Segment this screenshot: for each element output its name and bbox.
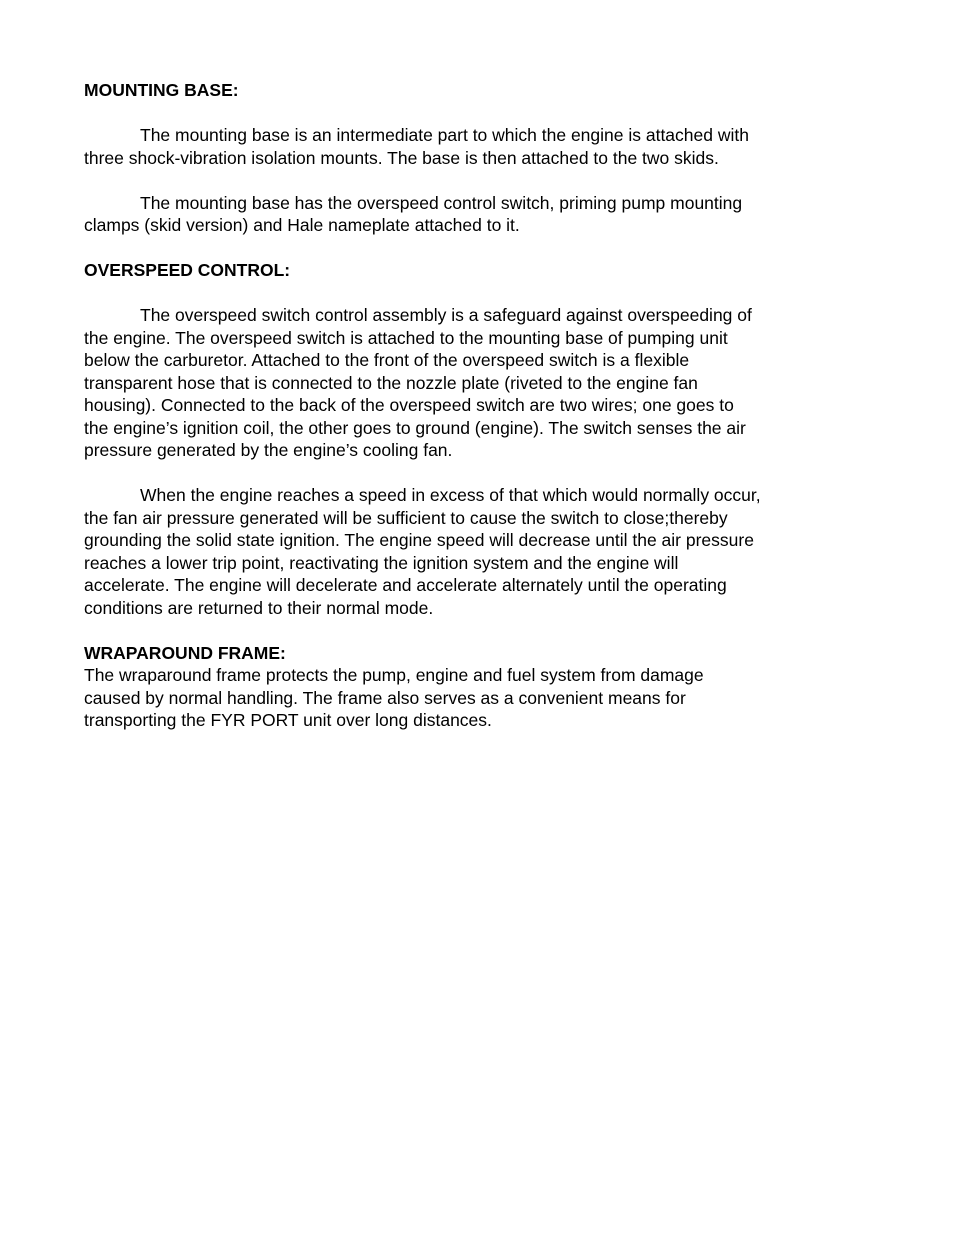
text-line: The mounting base has the overspeed control switch, priming pump mounting bbox=[140, 192, 743, 213]
paragraph-mounting-base-1 bbox=[84, 124, 884, 169]
section-heading-overspeed-control: OVERSPEED CONTROL: bbox=[84, 260, 291, 280]
text-line: accelerate. The engine will decelerate and accelerate alternately until the operating bbox=[84, 575, 727, 595]
text-line: The wraparound frame protects the pump, engine and fuel system from damage bbox=[84, 665, 704, 685]
paragraph-overspeed-control-1 bbox=[84, 304, 884, 462]
spacer bbox=[84, 169, 884, 192]
section-heading-wraparound-frame: WRAPAROUND FRAME: bbox=[84, 642, 286, 663]
text-line: When the engine reaches a speed in excess of that which would normally occur, bbox=[140, 485, 761, 505]
text-line: caused by normal handling. The frame also serves as a convenient means for bbox=[84, 687, 686, 708]
spacer bbox=[84, 462, 884, 485]
text-line: transparent hose that is connected to the nozzle plate (riveted to the engine fan bbox=[84, 372, 698, 393]
text-line: pressure generated by the engine’s cooling fan. bbox=[84, 440, 453, 460]
spacer bbox=[84, 619, 884, 642]
text-line: conditions are returned to their normal mode. bbox=[84, 597, 434, 618]
section-heading-mounting-base: MOUNTING BASE: bbox=[84, 80, 239, 100]
text-line: clamps (skid version) and Hale nameplate attached to it. bbox=[84, 215, 520, 235]
text-line: The mounting base is an intermediate part to which the engine is attached with bbox=[140, 125, 749, 145]
text-line: below the carburetor. Attached to the front of the overspeed switch is a flexible bbox=[84, 350, 690, 370]
spacer bbox=[84, 102, 884, 125]
document-page bbox=[84, 79, 884, 732]
text-line: the engine. The overspeed switch is attached to the mounting base of pumping unit bbox=[84, 327, 728, 348]
paragraph-mounting-base-2 bbox=[84, 192, 884, 237]
spacer bbox=[84, 237, 884, 260]
text-line: reaches a lower trip point, reactivating the ignition system and the engine will bbox=[84, 552, 679, 573]
paragraph-overspeed-control-2 bbox=[84, 484, 884, 619]
text-line: grounding the solid state ignition. The engine speed will decrease until the air pressure bbox=[84, 530, 754, 550]
spacer bbox=[84, 282, 884, 305]
text-line: the fan air pressure generated will be sufficient to cause the switch to close;thereby bbox=[84, 507, 728, 528]
text-line: three shock-vibration isolation mounts. The base is then attached to the two skids. bbox=[84, 147, 719, 168]
text-line: housing). Connected to the back of the overspeed switch are two wires; one goes to bbox=[84, 395, 734, 415]
text-line: The overspeed switch control assembly is a safeguard against overspeeding of bbox=[140, 305, 752, 325]
text-line: transporting the FYR PORT unit over long distances. bbox=[84, 710, 492, 730]
text-line: the engine’s ignition coil, the other goes to ground (engine). The switch senses the air bbox=[84, 417, 746, 438]
paragraph-wraparound-frame-1 bbox=[84, 664, 884, 732]
